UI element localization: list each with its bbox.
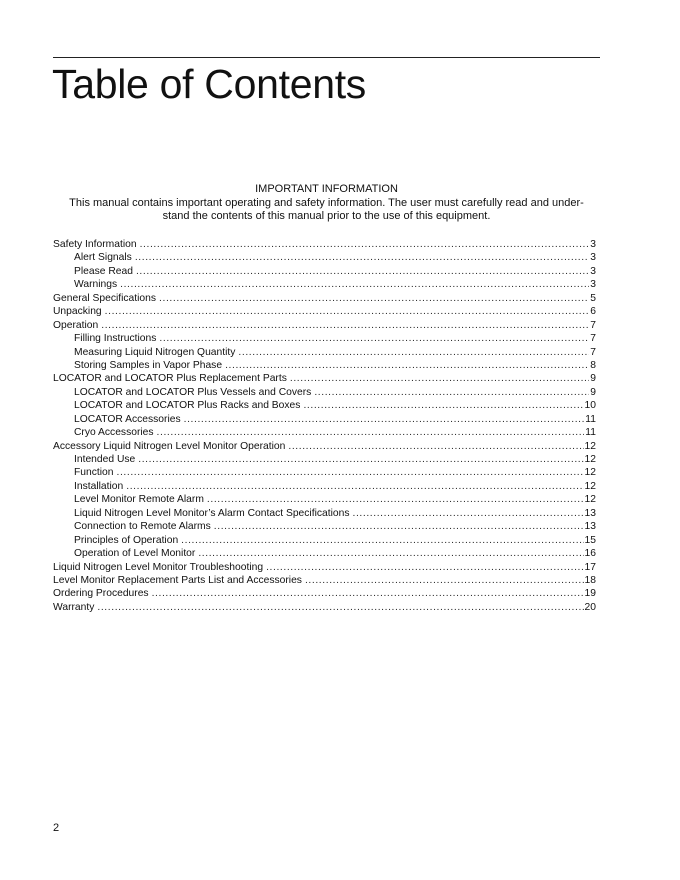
- dot-leader: [126, 480, 583, 493]
- toc-entry[interactable]: [53, 520, 596, 533]
- dot-leader: [314, 386, 589, 399]
- toc-entry[interactable]: [53, 386, 596, 399]
- toc-entry[interactable]: [53, 601, 596, 614]
- toc-entry-page: 12: [584, 467, 596, 479]
- toc-entry-label: Connection to Remote Alarms: [74, 521, 211, 533]
- toc-entry-page: 3: [590, 239, 596, 250]
- toc-entry-label: Measuring Liquid Nitrogen Quantity: [74, 346, 236, 358]
- toc-entry[interactable]: [53, 332, 596, 345]
- toc-entry[interactable]: [53, 426, 596, 439]
- toc-entry-page: 20: [584, 601, 596, 613]
- toc-entry[interactable]: [53, 453, 596, 466]
- dot-leader: [238, 346, 589, 359]
- dot-leader: [290, 372, 589, 385]
- dot-leader: [120, 278, 589, 291]
- toc-entry-label: Level Monitor Replacement Parts List and Accessories: [53, 574, 302, 586]
- toc-entry[interactable]: [53, 547, 596, 560]
- toc-entry[interactable]: [53, 399, 596, 412]
- toc-entry-page: 12: [584, 494, 596, 506]
- top-rule: [53, 57, 600, 58]
- toc-entry-page: 7: [590, 346, 596, 358]
- page-title: Table of Contents: [52, 61, 366, 107]
- toc-entry-label: LOCATOR and LOCATOR Plus Replacement Parts: [53, 373, 287, 385]
- toc-entry-page: 12: [584, 454, 596, 465]
- dot-leader: [117, 466, 584, 479]
- toc-entry[interactable]: [53, 507, 596, 520]
- dot-leader: [105, 305, 590, 318]
- toc-entry-label: LOCATOR and LOCATOR Plus Vessels and Covers: [74, 386, 312, 398]
- toc-entry-label: Installation: [74, 480, 124, 492]
- toc-entry-label: Warranty: [53, 601, 95, 613]
- dot-leader: [181, 534, 583, 547]
- toc-entry[interactable]: [53, 413, 596, 426]
- toc-entry[interactable]: [53, 574, 596, 587]
- toc-entry-label: Safety Information: [53, 239, 137, 250]
- toc-entry-page: 6: [590, 306, 596, 318]
- toc-entry-label: Operation: [53, 319, 99, 331]
- important-heading: IMPORTANT INFORMATION: [255, 183, 398, 195]
- toc-entry-label: Principles of Operation: [74, 534, 179, 546]
- toc-entry-label: General Specifications: [53, 292, 157, 304]
- dot-leader: [198, 547, 583, 560]
- toc-entry-page: 19: [584, 588, 596, 600]
- toc-entry[interactable]: [53, 440, 596, 453]
- dot-leader: [97, 601, 583, 614]
- toc-entry[interactable]: [53, 319, 596, 332]
- table-of-contents: [53, 238, 596, 614]
- toc-entry-page: 7: [590, 319, 596, 331]
- dot-leader: [135, 251, 589, 264]
- toc-entry-page: 12: [584, 480, 596, 492]
- toc-entry[interactable]: [53, 534, 596, 547]
- dot-leader: [266, 561, 583, 574]
- toc-entry-label: Cryo Accessories: [74, 427, 154, 439]
- toc-entry-label: Liquid Nitrogen Level Monitor’s Alarm Contact Specifications: [74, 507, 350, 519]
- dot-leader: [140, 238, 590, 251]
- dot-leader: [138, 453, 583, 466]
- toc-entry[interactable]: [53, 278, 596, 291]
- toc-entry-page: 7: [590, 333, 596, 345]
- important-information: [53, 183, 600, 224]
- toc-entry-label: Accessory Liquid Nitrogen Level Monitor Operation: [53, 440, 286, 452]
- toc-entry[interactable]: [53, 466, 596, 479]
- toc-entry-label: LOCATOR and LOCATOR Plus Racks and Boxes: [74, 400, 301, 412]
- toc-entry-page: 15: [584, 534, 596, 546]
- toc-entry[interactable]: [53, 265, 596, 278]
- important-body: This manual contains important operating and safety information. The user must carefully read and under-stand the contents of this manual prior to the use of this equipment.: [69, 196, 584, 222]
- toc-entry-page: 3: [590, 279, 596, 291]
- toc-entry-label: Unpacking: [53, 306, 102, 318]
- toc-entry[interactable]: [53, 587, 596, 600]
- toc-entry-label: Liquid Nitrogen Level Monitor Troubleshooting: [53, 561, 264, 573]
- toc-entry[interactable]: [53, 561, 596, 574]
- dot-leader: [288, 440, 583, 453]
- dot-leader: [305, 574, 584, 587]
- toc-entry-page: 18: [584, 574, 596, 586]
- toc-entry-page: 12: [584, 440, 596, 452]
- toc-entry-label: Function: [74, 467, 114, 479]
- dot-leader: [184, 413, 585, 426]
- toc-entry-label: Operation of Level Monitor: [74, 548, 196, 560]
- toc-entry[interactable]: [53, 305, 596, 318]
- toc-entry[interactable]: [53, 346, 596, 359]
- toc-entry-page: 5: [590, 292, 596, 304]
- toc-entry-label: Please Read: [74, 265, 133, 277]
- toc-entry-label: LOCATOR Accessories: [74, 413, 181, 425]
- toc-entry-page: 9: [590, 373, 596, 385]
- toc-entry-page: 10: [584, 400, 596, 412]
- dot-leader: [136, 265, 589, 278]
- page-number: 2: [53, 822, 60, 834]
- toc-entry-label: Alert Signals: [74, 252, 132, 264]
- toc-entry-page: 9: [590, 386, 596, 398]
- toc-entry[interactable]: [53, 251, 596, 264]
- toc-entry-page: 3: [590, 265, 596, 277]
- toc-entry-page: 13: [584, 507, 596, 519]
- toc-entry-page: 8: [590, 359, 596, 371]
- toc-entry[interactable]: [53, 493, 596, 506]
- toc-entry-label: Filling Instructions: [74, 333, 157, 345]
- dot-leader: [159, 292, 589, 305]
- toc-entry-page: 3: [590, 252, 596, 264]
- toc-entry-page: 11: [585, 413, 596, 425]
- toc-entry-label: Ordering Procedures: [53, 588, 149, 600]
- dot-leader: [101, 319, 589, 332]
- toc-entry-label: Warnings: [74, 279, 118, 291]
- toc-entry[interactable]: [53, 292, 596, 305]
- toc-entry-page: 17: [584, 561, 596, 573]
- dot-leader: [207, 493, 584, 506]
- dot-leader: [214, 520, 584, 533]
- toc-entry-label: Intended Use: [74, 454, 136, 465]
- toc-entry-label: Storing Samples in Vapor Phase: [74, 359, 223, 371]
- dot-leader: [225, 359, 589, 372]
- dot-leader: [159, 332, 589, 345]
- toc-entry-label: Level Monitor Remote Alarm: [74, 494, 204, 506]
- toc-entry[interactable]: [53, 372, 596, 385]
- toc-entry-page: 11: [585, 427, 596, 439]
- toc-entry[interactable]: [53, 480, 596, 493]
- dot-leader: [157, 426, 585, 439]
- dot-leader: [152, 587, 584, 600]
- toc-entry[interactable]: [53, 238, 596, 251]
- dot-leader: [353, 507, 584, 520]
- toc-entry-page: 13: [584, 521, 596, 533]
- toc-entry[interactable]: [53, 359, 596, 372]
- toc-entry-page: 16: [584, 548, 596, 560]
- dot-leader: [303, 399, 583, 412]
